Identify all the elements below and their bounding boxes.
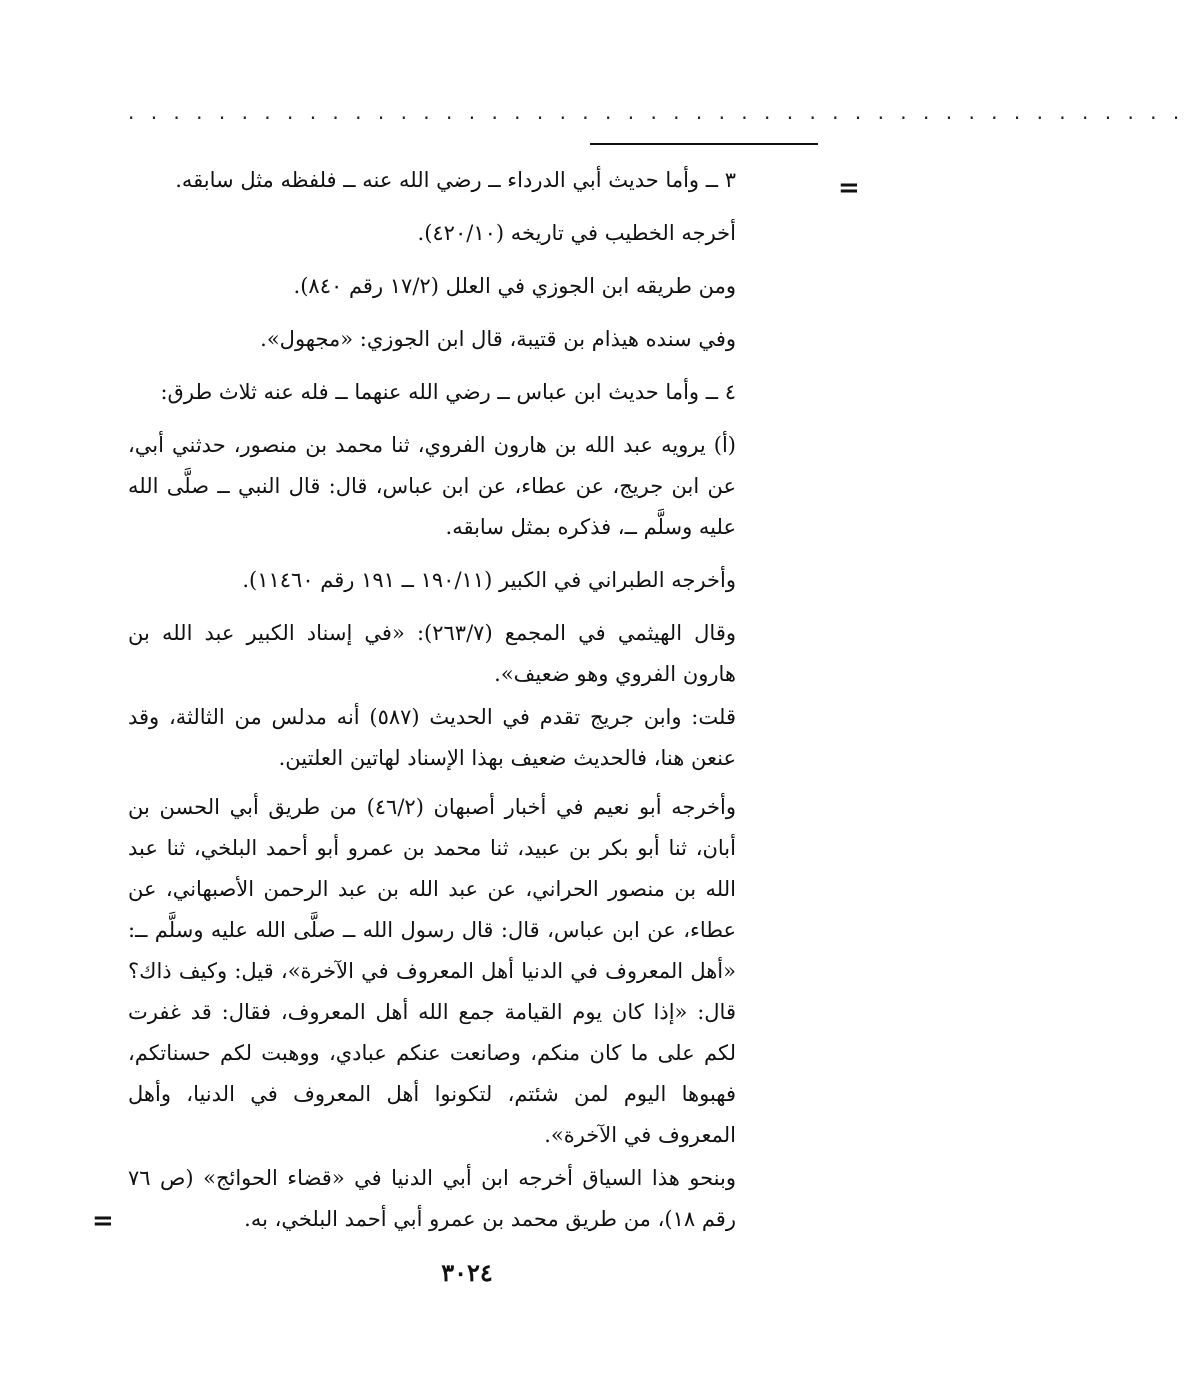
paragraph: ٣ ــ وأما حديث أبي الدرداء ــ رضي الله عنه ــ فلفظه مثل سابقه. (175, 168, 736, 192)
paragraph: (أ) يرويه عبد الله بن هارون الفروي، ثنا محمد بن منصور، حدثني أبي، عن ابن جريج، عن عطاء، عن ابن عباس، قال: قال النبي ــ صلَّى الله عليه وسلَّم ــ، فذكره بمثل سابقه. (128, 433, 736, 539)
paragraph: ٤ ــ وأما حديث ابن عباس ــ رضي الله عنهما ــ فله عنه ثلاث طرق: (160, 380, 736, 404)
paragraph: وقال الهيثمي في المجمع (٢٦٣/٧): «في إسناد الكبير عبد الله بن هارون الفروي وهو ضعيف». (128, 621, 737, 686)
paragraph: وبنحو هذا السياق أخرجه ابن أبي الدنيا في «قضاء الحوائج» (ص ٧٦ رقم ١٨)، من طريق محمد بن عمرو أبي أحمد البلخي، به. (128, 1166, 736, 1231)
paragraph: أخرجه الخطيب في تاريخه (٤٢٠/١٠). (417, 221, 736, 245)
paragraph: قلت: وابن جريج تقدم في الحديث (٥٨٧) أنه مدلس من الثالثة، وقد عنعن هنا، فالحديث ضعيف بهذا الإسناد لهاتين العلتين. (128, 705, 736, 770)
paragraph: وفي سنده هيذام بن قتيبة، قال ابن الجوزي: «مجهول». (260, 327, 736, 351)
footnote-separator-rule (590, 143, 818, 145)
paragraph: وأخرجه أبو نعيم في أخبار أصبهان (٤٦/٢) من طريق أبي الحسن بن أبان، ثنا أبو بكر بن عبيد، ثنا محمد بن عمرو أبو أحمد البلخي، ثنا عبد الله بن منصور الحراني، عن عبد الله بن عبد الرحمن الأصبهاني، عن عطاء، عن ابن عباس، قال: قال رسول الله ــ صلَّى الله عليه وسلَّم ــ: «أهل المعروف في الدنيا أهل المعروف في الآخرة»، قيل: وكيف ذاك؟ قال: «إذا كان يوم القيامة جمع الله أهل المعروف، فقال: قد غفرت لكم على ما كان منكم، وصانعت عنكم عبادي، ووهبت لكم حسناتكم، فهبوها اليوم لمن شئتم، لتكونوا أهل المعروف في الدنيا، وأهل المعروف في الآخرة». (128, 795, 736, 1147)
footnote-text (128, 160, 736, 1240)
continuation-mark-bottom: = (92, 1206, 114, 1236)
paragraph: وأخرجه الطبراني في الكبير (١٩٠/١١ ــ ١٩١ رقم ١١٤٦٠). (242, 568, 736, 592)
paragraph: ومن طريقه ابن الجوزي في العلل (١٧/٢ رقم ٨٤٠). (293, 274, 736, 298)
continuation-mark-top: = (838, 173, 860, 203)
header-dotted-line: . . . . . . . . . . . . . . . . . . . . . . . . . . . . . . . . . . . . . . . . . . . . . . . (128, 100, 1184, 124)
page-number: ٣٠٢٤ (441, 1258, 493, 1287)
